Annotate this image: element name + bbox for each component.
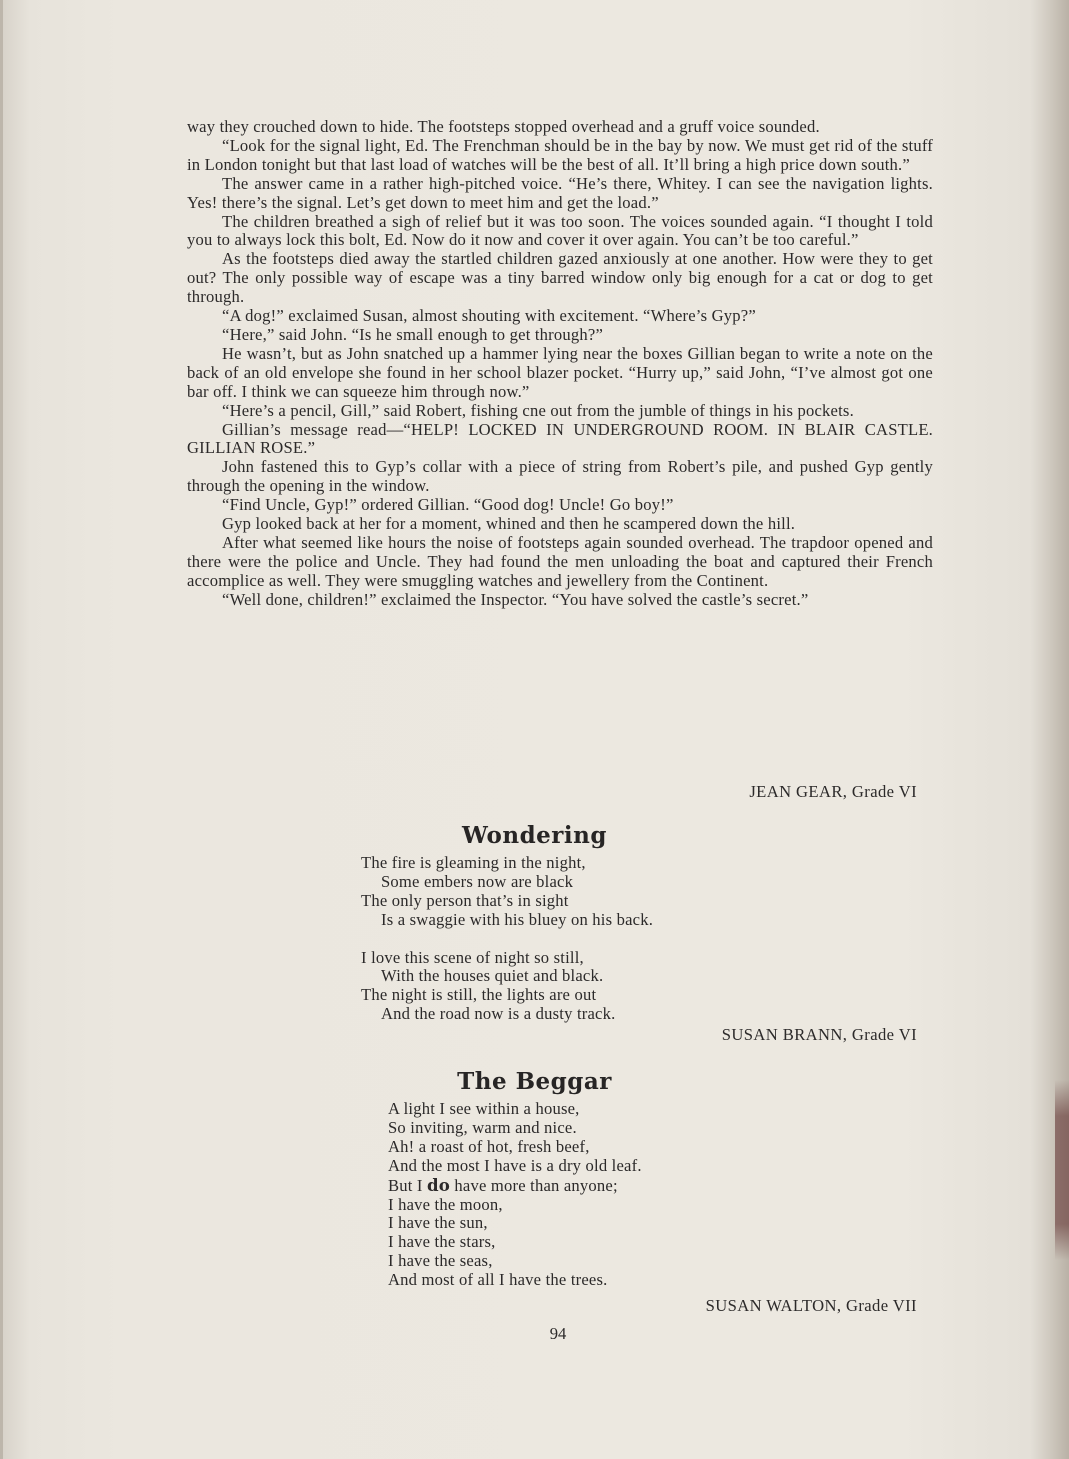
story-paragraph: John fastened this to Gyp’s collar with a piece of string from Robert’s pile, and pushed Gyp gently through the opening in the window. xyxy=(187,457,933,496)
poem-line: And the road now is a dusty track. xyxy=(381,1004,616,1024)
story-paragraph: He wasn’t, but as John snatched up a hammer lying near the boxes Gillian began to write a note on the back of an old envelope she found in her school blazer pocket. “Hurry up,” said John, “I’ve almost got one bar off. I think we can squeeze him through now.” xyxy=(187,343,933,401)
poem-line-part: But I xyxy=(388,1175,427,1195)
story-paragraph: “Look for the signal light, Ed. The Frenchman should be in the bay by now. We must get rid of the stuff in London tonight but that last load of watches will be the best of all. It’ll bring a high price down south.” xyxy=(187,135,933,174)
poem-line: So inviting, warm and nice. xyxy=(388,1117,577,1137)
story-paragraph: “Here,” said John. “Is he small enough to get through?” xyxy=(222,324,604,344)
story-paragraph: As the footsteps died away the startled children gazed anxiously at one another. How were they to get out? The only possible way of escape was a tiny barred window only big enough for a cat or dog to get through. xyxy=(187,249,933,307)
story-paragraph: The children breathed a sigh of relief but it was too soon. The voices sounded again. “I thought I told you to always lock this bolt, Ed. Now do it now and cover it over again. You can’t be too careful.” xyxy=(187,211,933,250)
poem-line: Some embers now are black xyxy=(381,871,574,891)
poem-line: Ah! a roast of hot, fresh beef, xyxy=(388,1136,590,1156)
poem-beggar xyxy=(388,1100,642,1290)
poem2-byline: SUSAN WALTON, Grade VII xyxy=(705,1296,917,1315)
poem1-byline: SUSAN BRANN, Grade VI xyxy=(721,1025,917,1044)
story-paragraph: “Here’s a pencil, Gill,” said Robert, fishing cne out from the jumble of things in his pockets. xyxy=(222,400,854,420)
story-byline: JEAN GEAR, Grade VI xyxy=(749,782,917,801)
story-paragraph: “A dog!” exclaimed Susan, almost shouting with excitement. “Where’s Gyp?” xyxy=(222,306,756,326)
poem-line: I have the stars, xyxy=(388,1232,496,1252)
poem-line: I have the moon, xyxy=(388,1194,503,1214)
story-paragraph: way they crouched down to hide. The footsteps stopped overhead and a gruff voice sounded. xyxy=(187,117,820,136)
poem-line: And most of all I have the trees. xyxy=(388,1270,608,1290)
poem-line-part: have more than anyone; xyxy=(450,1175,618,1195)
poem-title-wondering: Wondering xyxy=(462,822,607,849)
poem-line: I have the seas, xyxy=(388,1251,493,1271)
poem-line: The fire is gleaming in the night, xyxy=(361,853,586,872)
story-paragraph: After what seemed like hours the noise of footsteps again sounded overhead. The trapdoor opened and there were the police and Uncle. They had found the men unloading the boat and captured their French accomplice as well. They were smuggling watches and jewellery from the Continent. xyxy=(187,532,933,590)
story-paragraph: Gyp looked back at her for a moment, whined and then he scampered down the hill. xyxy=(222,514,796,534)
poem-line: I love this scene of night so still, xyxy=(361,947,584,967)
poem-line: The night is still, the lights are out xyxy=(361,985,597,1005)
page-edge-shadow xyxy=(0,0,3,1459)
story-paragraph: “Find Uncle, Gyp!” ordered Gillian. “Good dog! Uncle! Go boy!” xyxy=(222,495,674,515)
story-paragraph: “Well done, children!” exclaimed the Inspector. “You have solved the castle’s secret.” xyxy=(222,589,809,609)
story-text xyxy=(187,118,933,610)
story-paragraph: Gillian’s message read—“HELP! LOCKED IN UNDERGROUND ROOM. IN BLAIR CASTLE. GILLIAN ROSE.” xyxy=(187,419,933,458)
poem-line: I have the sun, xyxy=(388,1213,488,1233)
emphasis-word: do xyxy=(427,1174,451,1195)
poem-line: Is a swaggie with his bluey on his back. xyxy=(381,909,654,929)
poem-line: With the houses quiet and black. xyxy=(381,966,604,986)
story-paragraph: The answer came in a rather high-pitched voice. “He’s there, Whitey. I can see the navigation lights. Yes! there’s the signal. Let’s get down to meet him and get the load.” xyxy=(187,173,933,212)
stanza-gap xyxy=(361,930,653,949)
binding-mark xyxy=(1055,1080,1069,1260)
poem-line: A light I see within a house, xyxy=(388,1099,580,1118)
poem-title-beggar: The Beggar xyxy=(457,1068,612,1095)
page-number: 94 xyxy=(549,1324,567,1343)
poem-line: And the most I have is a dry old leaf. xyxy=(388,1155,642,1175)
poem-wondering xyxy=(361,854,653,1024)
poem-line: The only person that’s in sight xyxy=(361,890,569,910)
poem-line xyxy=(388,1176,642,1196)
